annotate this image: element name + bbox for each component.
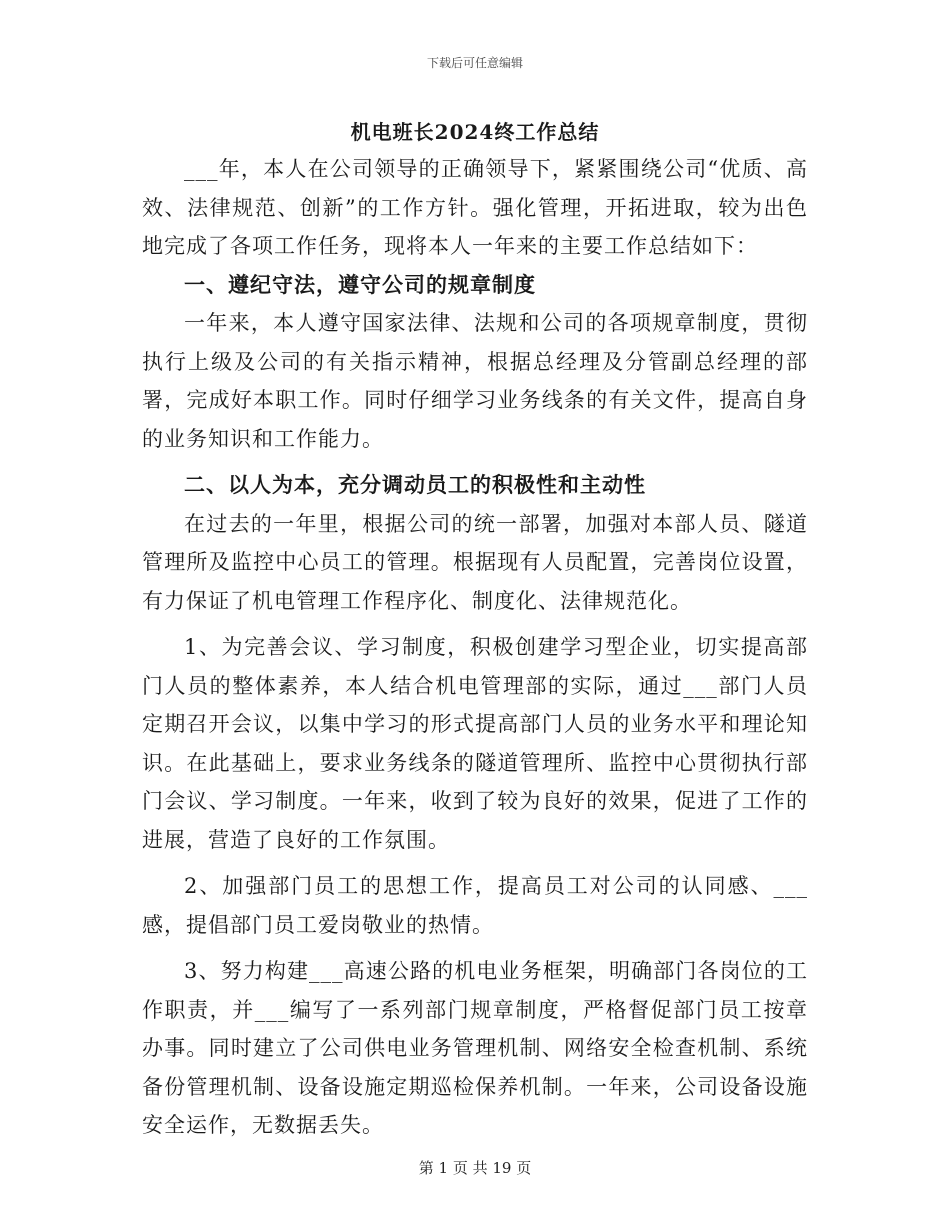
section-1-paragraph: 一年来，本人遵守国家法律、法规和公司的各项规章制度，贯彻执行上级及公司的有关指示精神，根据总经理及分管副总经理的部署，完成好本职工作。同时仔细学习业务线条的有关文件，提高自身的业务知识和工作能力。: [142, 311, 808, 451]
list-item-3: 3、努力构建___高速公路的机电业务框架，明确部门各岗位的工作职责，并___编写了一系列部门规章制度，严格督促部门员工按章办事。同时建立了公司供电业务管理机制、网络安全检查机制、系统备份管理机制、设备设施定期巡检保养机制。一年来，公司设备设施安全运作，无数据丢失。: [142, 959, 808, 1137]
intro-paragraph: ___年，本人在公司领导的正确领导下，紧紧围绕公司“优质、高效、法律规范、创新”的工作方针。强化管理，开拓进取，较为出色地完成了各项工作任务，现将本人一年来的主要工作总结如下：: [142, 157, 808, 258]
page-number: 第 1 页 共 19 页: [418, 1159, 532, 1177]
list-item-1: 1、为完善会议、学习制度，积极创建学习型企业，切实提高部门人员的整体素养，本人结合机电管理部的实际，通过___部门人员定期召开会议，以集中学习的形式提高部门人员的业务水平和理论知识。在此基础上，要求业务线条的隧道管理所、监控中心贯彻执行部门会议、学习制度。一年来，收到了较为良好的效果，促进了工作的进展，营造了良好的工作氛围。: [142, 635, 808, 852]
list-item-2: 2、加强部门员工的思想工作，提高员工对公司的认同感、___感，提倡部门员工爱岗敬业的热情。: [142, 874, 808, 937]
document-body: [142, 150, 808, 1145]
document-title: 机电班长2024终工作总结: [350, 120, 600, 144]
section-2-heading: 二、以人为本，充分调动员工的积极性和主动性: [184, 472, 646, 497]
section-2-paragraph: 在过去的一年里，根据公司的统一部署，加强对本部人员、隧道管理所及监控中心员工的管理。根据现有人员配置，完善岗位设置，有力保证了机电管理工作程序化、制度化、法律规范化。: [142, 511, 808, 613]
header-note: 下载后可任意编辑: [426, 56, 523, 70]
section-1-heading: 一、遵纪守法，遵守公司的规章制度: [184, 271, 536, 297]
